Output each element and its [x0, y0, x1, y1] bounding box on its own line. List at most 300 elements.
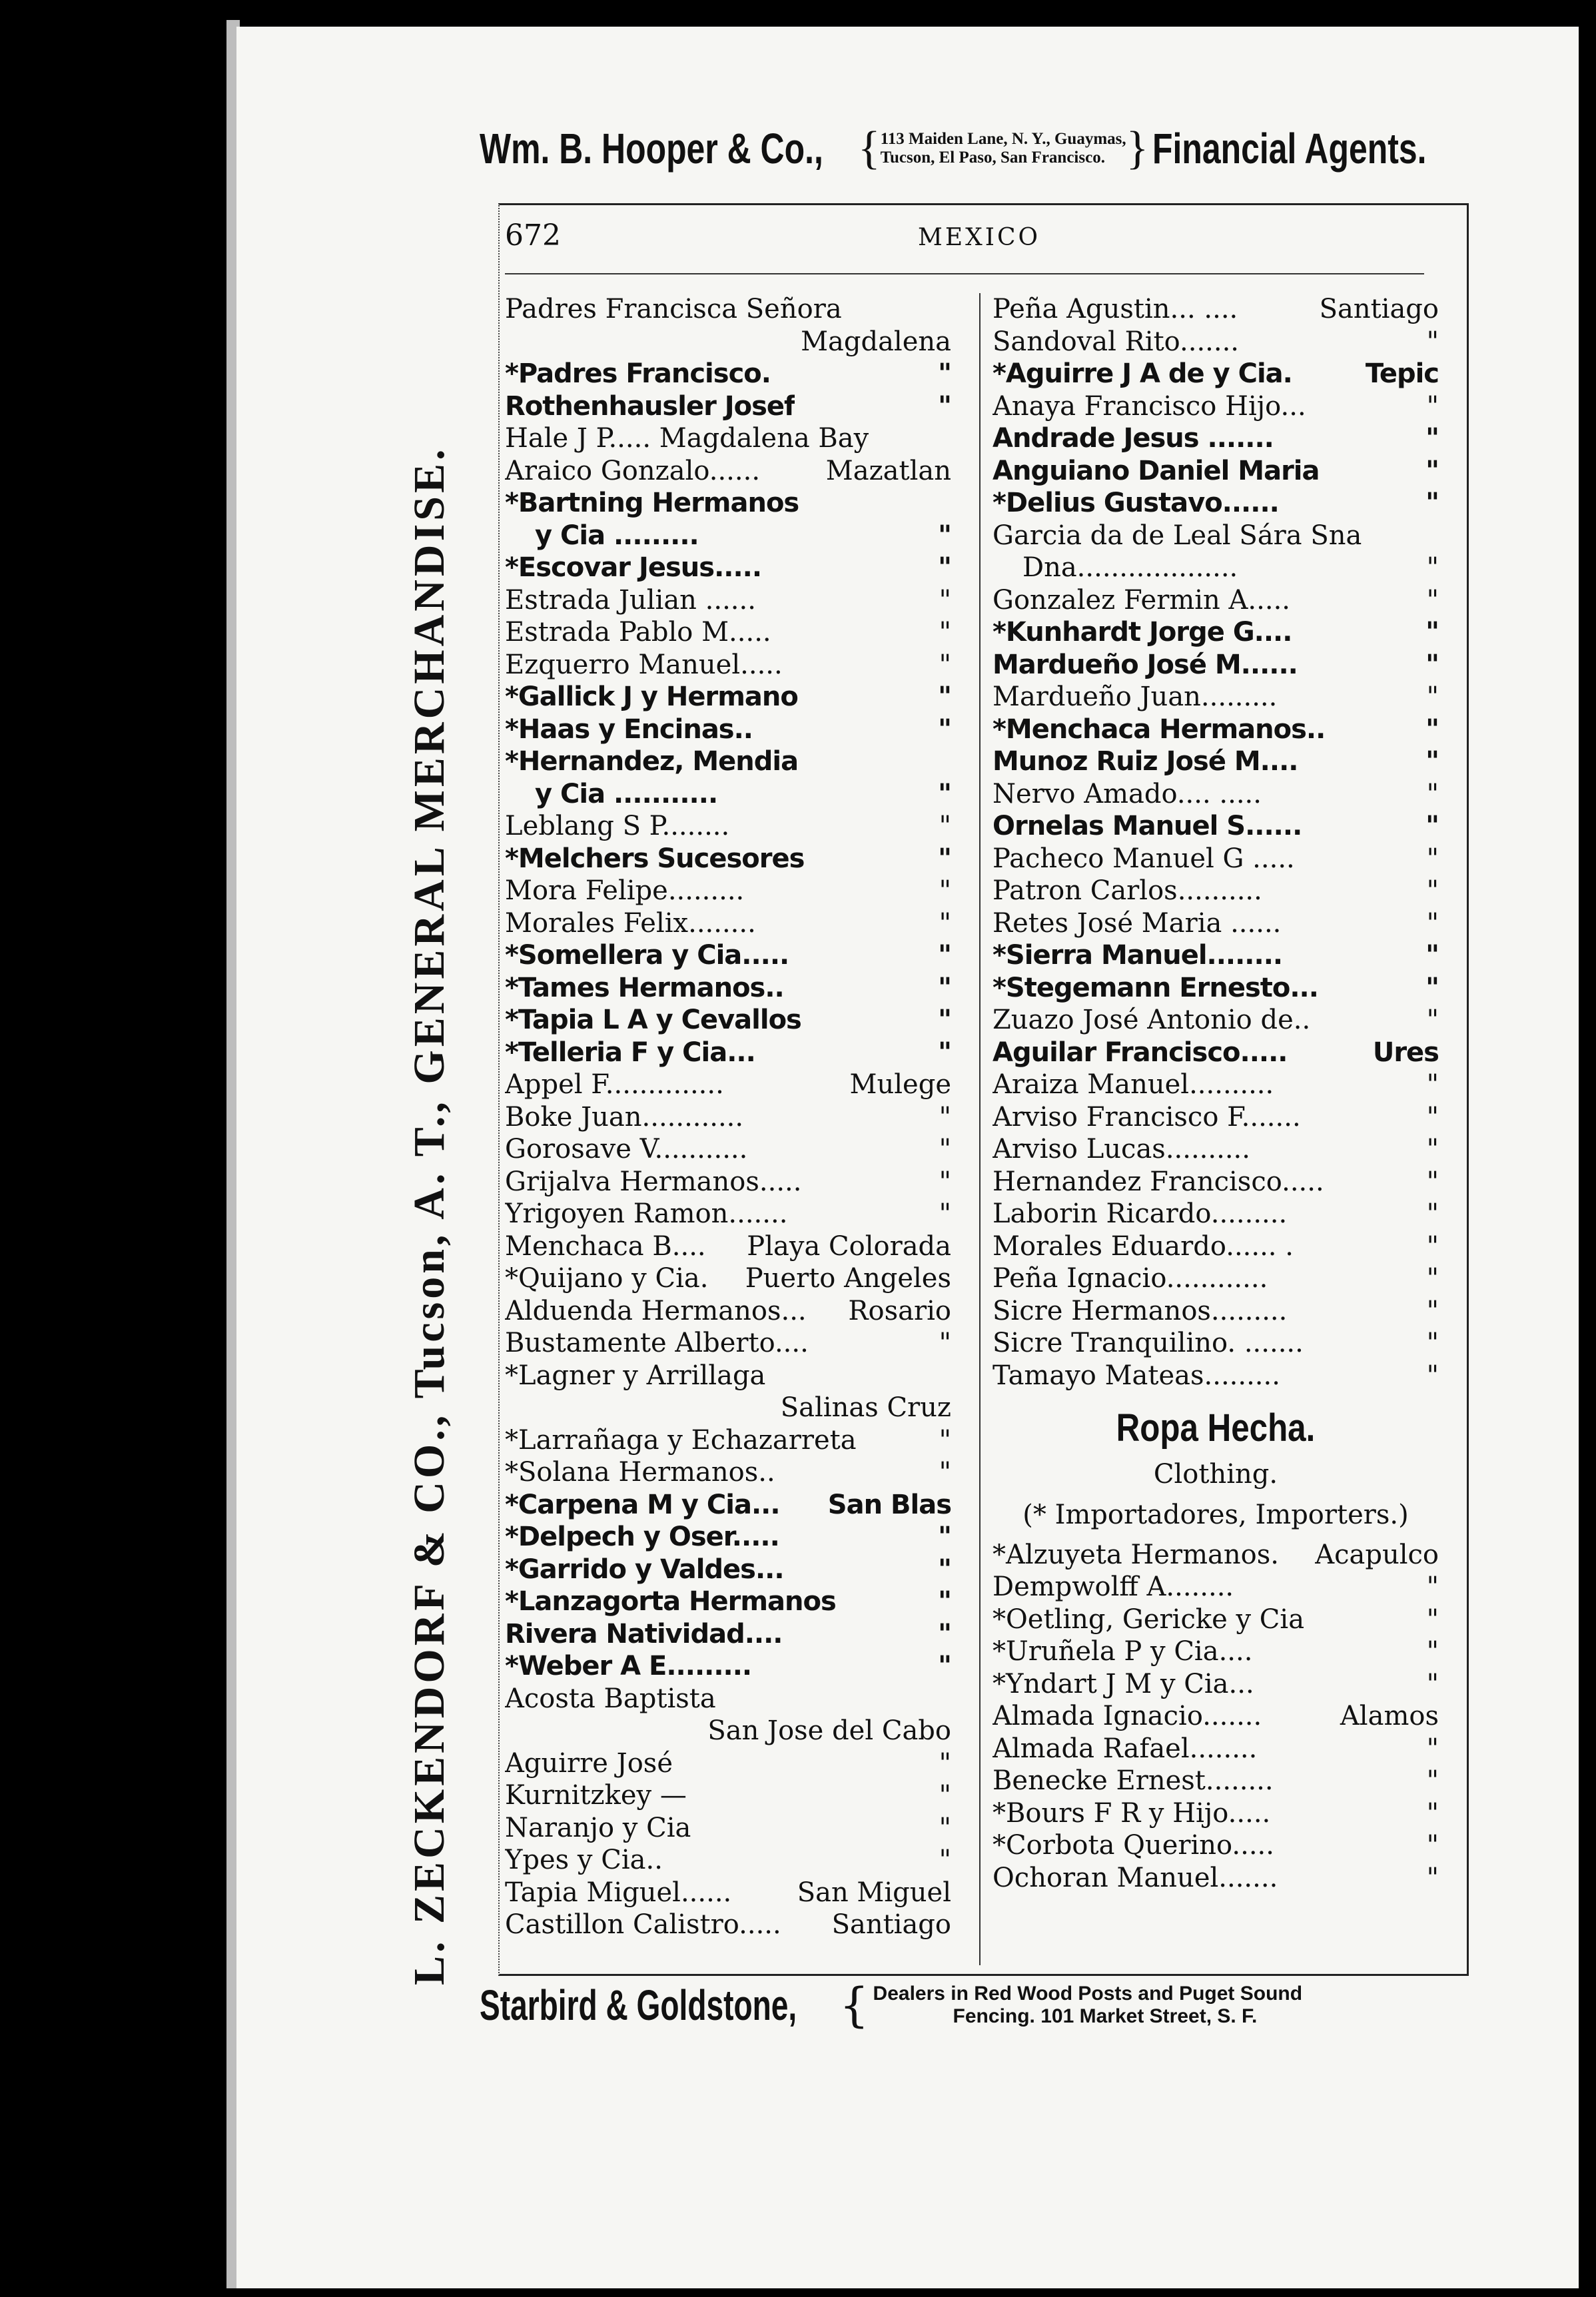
entry-name: Acosta Baptista: [505, 1683, 716, 1714]
directory-entry: [505, 293, 951, 326]
entry-name: Aguilar Francisco.....: [993, 1037, 1288, 1068]
top-ad-address-line1: 113 Maiden Lane, N. Y., Guaymas,: [880, 129, 1126, 148]
entry-name: Estrada Julian ......: [505, 584, 756, 616]
entry-name: *Haas y Encinas..: [505, 713, 753, 745]
entry-place: ": [1426, 1101, 1439, 1133]
directory-entry: [505, 810, 951, 843]
directory-entry: [993, 1733, 1439, 1765]
entry-name: *Delius Gustavo......: [993, 488, 1279, 518]
section-title: MEXICO: [918, 224, 1041, 251]
directory-entry: [505, 1489, 951, 1522]
clothing-subtitle: Clothing.: [1153, 1459, 1278, 1490]
directory-entry: [993, 1101, 1439, 1134]
entry-name: Benecke Ernest........: [993, 1765, 1274, 1796]
directory-entry: [505, 1909, 951, 1941]
directory-entry: [993, 745, 1439, 778]
entry-name: *Hernandez, Mendia: [505, 746, 799, 777]
entry-name: *Aguirre J A de y Cia.: [993, 358, 1292, 389]
entry-name: Garcia da de Leal Sára Sna: [993, 520, 1362, 551]
directory-entry: [993, 1069, 1439, 1101]
directory-entry: [505, 1521, 951, 1554]
entry-place: ": [1426, 1134, 1439, 1164]
entry-name: *Gallick J y Hermano: [505, 682, 798, 712]
entry-name: Grijalva Hermanos.....: [505, 1166, 802, 1197]
directory-entry: [505, 1004, 951, 1037]
page-header: [505, 212, 1464, 260]
entry-place: ": [1426, 1572, 1439, 1602]
entry-place: ": [1426, 875, 1439, 906]
directory-entry: [993, 358, 1439, 390]
bottom-ad-info: [873, 1983, 1303, 2028]
bottom-advertisement: Starbird & Goldstone, { Dealers in Red Wood Posts and Puget Sound Fencing. 101 Market Street, S. F.: [480, 1978, 1303, 2033]
directory-entry: [993, 1604, 1439, 1636]
bottom-ad-line2: Fencing. 101 Market Street, S. F.: [953, 2005, 1258, 2027]
entry-name: Rothenhausler Josef: [505, 390, 795, 422]
entry-place: ": [938, 1005, 951, 1035]
entry-place: ": [938, 390, 951, 422]
directory-entry: [505, 745, 951, 778]
directory-entry: [505, 1844, 951, 1877]
directory-entry: [993, 907, 1439, 940]
entry-name: *Yndart J M y Cia...: [993, 1668, 1254, 1699]
directory-entry: [993, 1765, 1439, 1797]
entry-name: Hale J P..... Magdalena Bay: [505, 423, 869, 454]
entry-name: *Bours F R y Hijo.....: [993, 1797, 1271, 1829]
entry-place: ": [939, 1166, 951, 1197]
header-rule: [505, 273, 1424, 274]
entry-name: *Lanzagorta Hermanos: [505, 1586, 836, 1617]
directory-entry: [505, 1166, 951, 1198]
directory-entry: [993, 1262, 1439, 1295]
entry-place: [1433, 520, 1439, 552]
directory-entry: [505, 907, 951, 940]
directory-entry: [993, 520, 1439, 552]
entry-name: Rivera Natividad....: [505, 1618, 783, 1649]
entry-place: ": [939, 907, 951, 939]
directory-entry: [505, 422, 951, 455]
entry-place: ": [939, 617, 951, 648]
entry-name: Retes José Maria ......: [993, 907, 1282, 939]
directory-entry: [993, 487, 1439, 520]
entry-name: Peña Ignacio............: [993, 1263, 1268, 1294]
directory-entry: [505, 843, 951, 875]
directory-entry: [505, 681, 951, 713]
entry-name: Peña Agustin... ....: [993, 294, 1238, 324]
entry-place: ": [938, 1586, 951, 1617]
right-column-entries: [993, 293, 1439, 1392]
entry-name: Menchaca B....: [505, 1230, 706, 1262]
entry-place: ": [1426, 843, 1439, 874]
entry-name: Nervo Amado.... .....: [993, 778, 1262, 809]
directory-entry: [993, 1700, 1439, 1733]
right-column: [993, 293, 1439, 1894]
entry-place: ": [938, 1651, 951, 1681]
directory-entry: [505, 358, 951, 390]
entry-place: ": [939, 1747, 951, 1779]
entry-place: ": [939, 1457, 951, 1488]
top-ad-firm: Wm. B. Hooper & Co.,: [480, 124, 823, 173]
directory-entry: [993, 552, 1439, 584]
entry-name: *Kunhardt Jorge G....: [993, 617, 1292, 648]
entry-name: Morales Felix........: [505, 907, 756, 939]
entry-place: [946, 422, 951, 455]
directory-entry: [993, 1295, 1439, 1328]
entry-place: ": [1426, 1360, 1439, 1391]
entry-name: Estrada Pablo M.....: [505, 617, 771, 648]
place-line: Salinas Cruz: [780, 1392, 951, 1423]
directory-entry: [505, 972, 951, 1005]
directory-entry: [505, 552, 951, 584]
entry-name: *Tames Hermanos..: [505, 972, 784, 1003]
directory-entry: [993, 810, 1439, 843]
entry-place: Mazatlan: [825, 455, 951, 486]
directory-entry: [993, 1198, 1439, 1230]
directory-entry: [993, 649, 1439, 682]
entry-place: ": [938, 972, 951, 1003]
top-ad-role: Financial Agents.: [1152, 124, 1427, 173]
directory-entry: [505, 1101, 951, 1134]
entry-name: Yrigoyen Ramon.......: [505, 1198, 788, 1229]
entry-place: ": [939, 1198, 951, 1229]
entry-name: *Menchaca Hermanos..: [993, 713, 1326, 745]
entry-name: Morales Eduardo...... .: [993, 1230, 1294, 1262]
entry-name: *Oetling, Gericke y Cia: [993, 1604, 1305, 1635]
entry-place: ": [939, 875, 951, 906]
entry-place: ": [1425, 649, 1439, 680]
entry-name: Boke Juan............: [505, 1101, 744, 1133]
entry-name: *Tapia L A y Cevallos: [505, 1005, 801, 1035]
entry-place: ": [1426, 1797, 1439, 1829]
directory-entry: [505, 939, 951, 972]
entry-name: *Uruñela P y Cia....: [993, 1636, 1253, 1667]
directory-entry: [993, 1862, 1439, 1895]
entry-place: [946, 487, 951, 520]
place-line: San Jose del Cabo: [707, 1715, 951, 1746]
entry-place: ": [1425, 940, 1439, 971]
entry-name: Patron Carlos..........: [993, 875, 1262, 906]
entry-name: Bustamente Alberto....: [505, 1328, 809, 1358]
directory-entry: [993, 1829, 1439, 1862]
directory-entry: [993, 584, 1439, 617]
entry-name: *Larrañaga y Echazarreta: [505, 1424, 857, 1456]
directory-entry: [505, 713, 951, 746]
column-divider: [979, 293, 981, 1965]
entry-place: ": [1425, 811, 1439, 841]
entry-place: ": [1426, 326, 1439, 357]
entry-place: ": [1426, 1636, 1439, 1667]
directory-entry: [993, 1327, 1439, 1360]
clothing-entries: [993, 1539, 1439, 1895]
entry-name: *Escovar Jesus.....: [505, 552, 762, 583]
directory-entry: [993, 875, 1439, 907]
entry-name: Pacheco Manuel G .....: [993, 843, 1295, 874]
entry-place: Alamos: [1340, 1701, 1439, 1731]
entry-name: Ypes y Cia..: [505, 1845, 663, 1875]
entry-name: *Padres Francisco.: [505, 358, 771, 389]
entry-name: *Stegemann Ernesto...: [993, 972, 1318, 1003]
directory-entry: [993, 681, 1439, 713]
entry-place: ": [939, 1845, 951, 1875]
entry-name: *Delpech y Oser.....: [505, 1522, 779, 1552]
entry-name: Almada Rafael........: [993, 1733, 1258, 1764]
directory-entry: [993, 326, 1439, 358]
entry-place: Mulege: [849, 1069, 951, 1100]
entry-place: San Blas: [827, 1489, 951, 1520]
entry-place: ": [1426, 1668, 1439, 1699]
entry-name: *Melchers Sucesores: [505, 843, 805, 874]
top-ad-address: { 113 Maiden Lane, N. Y., Guaymas, Tucson, El Paso, San Francisco. }: [858, 122, 1149, 174]
entry-name: Dna...................: [1022, 552, 1238, 583]
entry-name: Castillon Calistro.....: [505, 1909, 781, 1940]
directory-entry: [505, 1327, 951, 1360]
entry-place: ": [939, 1812, 951, 1843]
entry-name: *Sierra Manuel........: [993, 940, 1283, 971]
entry-name: Arviso Francisco F.......: [993, 1101, 1301, 1133]
directory-entry: [505, 1586, 951, 1618]
directory-entry: [505, 1037, 951, 1069]
entry-place: ": [1425, 617, 1439, 648]
directory-entry: [993, 939, 1439, 972]
directory-entry: [505, 487, 951, 520]
directory-entry: [993, 390, 1439, 423]
entry-name: Anaya Francisco Hijo...: [993, 390, 1306, 422]
entry-place: Puerto Angeles: [745, 1263, 951, 1294]
entry-name: Leblang S P........: [505, 811, 730, 841]
entry-name: Araiza Manuel..........: [993, 1069, 1274, 1100]
entry-place: ": [939, 649, 951, 680]
entry-place: ": [1426, 1733, 1439, 1764]
entry-place: [946, 745, 951, 778]
entry-place: ": [938, 778, 951, 809]
directory-entry: [993, 293, 1439, 326]
entry-place: ": [938, 940, 951, 971]
directory-entry: [993, 843, 1439, 875]
entry-name: y Cia ...........: [535, 778, 718, 809]
entry-place: [946, 293, 951, 326]
entry-place: ": [1426, 390, 1439, 422]
side-advertisement: L. ZECKENDORF & CO., Tucson, A. T., GENERAL MERCHANDISE.: [405, 446, 454, 1985]
directory-entry: [993, 1360, 1439, 1392]
place-line: Magdalena: [801, 326, 951, 357]
entry-place: ": [1426, 1198, 1439, 1229]
entry-place: Santiago: [1319, 294, 1439, 324]
entry-name: *Corbota Querino.....: [993, 1830, 1274, 1861]
directory-entry: [993, 972, 1439, 1005]
directory-entry: [505, 1554, 951, 1586]
directory-entry: [505, 1069, 951, 1101]
directory-entry: [993, 1668, 1439, 1701]
entry-place: ": [1426, 1069, 1439, 1100]
entry-place: ": [938, 1037, 951, 1068]
directory-entry: [505, 1779, 951, 1812]
entry-name: *Weber A E.........: [505, 1651, 752, 1681]
entry-name: Laborin Ricardo.........: [993, 1198, 1288, 1229]
entry-name: *Quijano y Cia.: [505, 1263, 709, 1294]
directory-entry: [993, 1635, 1439, 1668]
entry-name: Ezquerro Manuel.....: [505, 649, 783, 680]
entry-place: ": [939, 1780, 951, 1811]
entry-place: ": [1426, 1604, 1439, 1635]
directory-entry: [505, 1262, 951, 1295]
entry-name: *Carpena M y Cia...: [505, 1489, 780, 1520]
directory-entry: [993, 1166, 1439, 1198]
entry-name: Arviso Lucas..........: [993, 1134, 1250, 1164]
entry-place: Tepic: [1365, 358, 1439, 389]
directory-entry: [993, 1539, 1439, 1572]
entry-name: Anguiano Daniel Maria: [993, 455, 1320, 486]
directory-entry: [993, 713, 1439, 746]
entry-name: *Somellera y Cia.....: [505, 940, 789, 971]
entry-place: San Miguel: [797, 1877, 951, 1908]
directory-entry: [993, 1571, 1439, 1604]
bottom-ad-firm: Starbird & Goldstone,: [480, 1981, 797, 2029]
entry-name: *Alzuyeta Hermanos.: [993, 1539, 1279, 1570]
entry-place: ": [1426, 778, 1439, 809]
entry-place: ": [1425, 746, 1439, 777]
directory-entry: [505, 649, 951, 682]
directory-entry: [505, 1812, 951, 1845]
entry-name: Sandoval Rito.......: [993, 326, 1240, 357]
directory-entry: [505, 1456, 951, 1489]
directory-entry: [505, 1877, 951, 1909]
entry-name: Dempwolff A........: [993, 1572, 1234, 1602]
entry-name: y Cia .........: [535, 520, 699, 551]
entry-name: Padres Francisca Señora: [505, 294, 842, 324]
entry-place: ": [1426, 1295, 1439, 1326]
entry-place: ": [1426, 552, 1439, 583]
directory-entry: [505, 1230, 951, 1263]
entry-place: ": [939, 1101, 951, 1133]
entry-place: ": [1426, 1862, 1439, 1893]
entry-name: Mardueño José M......: [993, 649, 1298, 680]
directory-entry: [505, 1198, 951, 1230]
directory-entry: [505, 1133, 951, 1166]
directory-entry: [993, 1133, 1439, 1166]
entry-place: ": [938, 358, 951, 389]
entry-place: ": [938, 1522, 951, 1552]
clothing-title: Ropa Hecha.: [1116, 1406, 1316, 1450]
entry-name: *Garrido y Valdes...: [505, 1554, 784, 1585]
directory-entry: [993, 778, 1439, 811]
entry-place: ": [1426, 1263, 1439, 1294]
entry-name: *Bartning Hermanos: [505, 488, 799, 518]
directory-entry: [505, 1618, 951, 1651]
directory-entry: [993, 422, 1439, 455]
entry-place: ": [938, 682, 951, 712]
directory-entry: [993, 1230, 1439, 1263]
entry-place: ": [1426, 1005, 1439, 1035]
entry-name: Almada Ignacio.......: [993, 1701, 1262, 1731]
directory-entry: [505, 616, 951, 649]
directory-entry: [505, 778, 951, 811]
directory-entry: [505, 1747, 951, 1780]
top-ad-address-line2: Tucson, El Paso, San Francisco.: [880, 148, 1105, 167]
entry-place: ": [938, 552, 951, 583]
entry-place: ": [938, 843, 951, 874]
entry-place: ": [1425, 423, 1439, 454]
entry-place: ": [1426, 1166, 1439, 1197]
directory-entry: [993, 1797, 1439, 1830]
entry-place: ": [938, 1618, 951, 1649]
directory-entry: [505, 455, 951, 488]
entry-name: Alduenda Hermanos...: [505, 1295, 807, 1326]
clothing-note: (* Importadores, Importers.): [1022, 1499, 1409, 1530]
directory-entry: [993, 1004, 1439, 1037]
entry-name: *Lagner y Arrillaga: [505, 1360, 766, 1391]
entry-place: ": [1425, 713, 1439, 745]
entry-name: Gorosave V...........: [505, 1134, 748, 1164]
entry-place: [946, 1683, 951, 1715]
entry-name: Tapia Miguel......: [505, 1877, 732, 1908]
entry-place: [946, 1360, 951, 1392]
entry-place: ": [939, 584, 951, 616]
entry-place: ": [938, 520, 951, 551]
entry-name: Tamayo Mateas.........: [993, 1360, 1280, 1391]
directory-entry: [505, 390, 951, 423]
entry-name: Kurnitzkey —: [505, 1780, 687, 1811]
entry-name: Aguirre José: [505, 1747, 673, 1779]
entry-name: Araico Gonzalo......: [505, 455, 761, 486]
entry-place: ": [938, 713, 951, 745]
entry-place: ": [939, 1424, 951, 1456]
directory-entry: [505, 1650, 951, 1683]
directory-entry: [505, 875, 951, 907]
entry-name: Mardueño Juan.........: [993, 682, 1278, 712]
entry-name: Gonzalez Fermin A.....: [993, 584, 1290, 616]
entry-name: Munoz Ruiz José M....: [993, 746, 1298, 777]
bottom-ad-line1: Dealers in Red Wood Posts and Puget Sound: [873, 1983, 1303, 2005]
entry-place: Ures: [1372, 1037, 1439, 1068]
entry-place: ": [1426, 1765, 1439, 1796]
entry-name: Sicre Tranquilino. .......: [993, 1328, 1304, 1358]
entry-place: Santiago: [831, 1909, 951, 1940]
entry-name: Andrade Jesus .......: [993, 423, 1274, 454]
directory-entry: [505, 584, 951, 617]
entry-place: Rosario: [848, 1295, 951, 1326]
directory-entry: [993, 455, 1439, 488]
entry-place: ": [1425, 455, 1439, 486]
entry-place: ": [1426, 1230, 1439, 1262]
entry-name: Zuazo José Antonio de..: [993, 1005, 1311, 1035]
entry-place: ": [939, 1134, 951, 1164]
entry-place: ": [1426, 1328, 1439, 1358]
entry-place: ": [939, 811, 951, 841]
entry-name: Ornelas Manuel S......: [993, 811, 1302, 841]
entry-name: *Telleria F y Cia...: [505, 1037, 755, 1068]
entry-name: *Solana Hermanos..: [505, 1457, 775, 1488]
page-number: 672: [505, 219, 561, 252]
entry-place: ": [1426, 1830, 1439, 1861]
entry-name: Ochoran Manuel.......: [993, 1862, 1278, 1893]
entry-name: Appel F..............: [505, 1069, 724, 1100]
directory-entry: [505, 1295, 951, 1328]
entry-name: Hernandez Francisco.....: [993, 1166, 1324, 1197]
entry-place: ": [1425, 972, 1439, 1003]
entry-place: Playa Colorada: [747, 1230, 951, 1262]
left-column: [505, 293, 951, 1941]
directory-entry: [993, 616, 1439, 649]
entry-place: ": [938, 1554, 951, 1585]
entry-place: ": [1426, 584, 1439, 616]
entry-name: Naranjo y Cia: [505, 1812, 691, 1843]
entry-place: ": [1425, 488, 1439, 518]
entry-place: Acapulco: [1315, 1539, 1439, 1570]
entry-place: ": [1426, 907, 1439, 939]
directory-entry: [505, 1424, 951, 1457]
directory-entry: [505, 1360, 951, 1392]
top-advertisement: [480, 117, 1479, 180]
directory-entry: [993, 1037, 1439, 1069]
